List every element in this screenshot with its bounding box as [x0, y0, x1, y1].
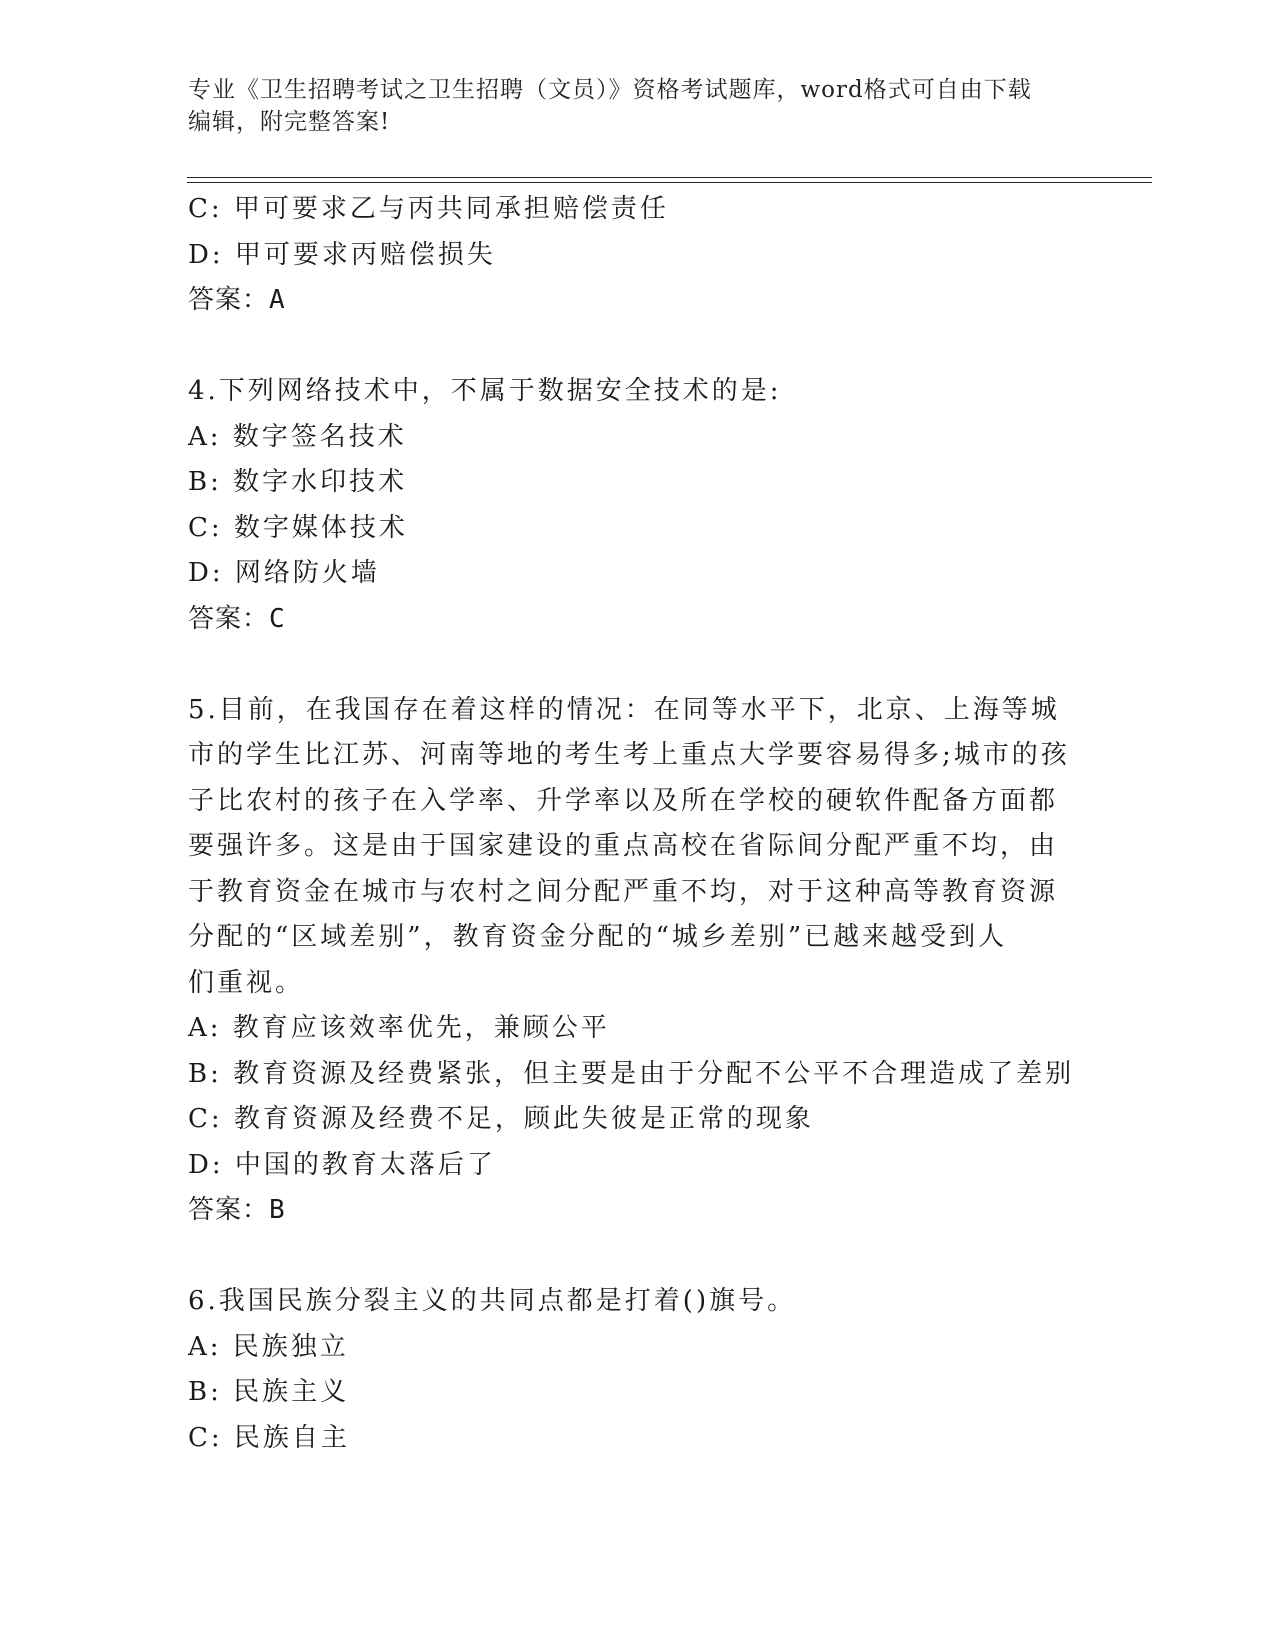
- answer-label: 答案：: [188, 1195, 270, 1225]
- question-4-option-c: C: 数字媒体技术: [188, 512, 408, 543]
- header-title-line-1: 专业《卫生招聘考试之卫生招聘（文员）》资格考试题库，word格式可自由下载: [188, 77, 1032, 103]
- question-5: [188, 688, 1088, 1234]
- answer-value: B: [269, 1195, 286, 1225]
- question-5-text-line-3: 子比农村的孩子在入学率、升学率以及所在学校的硬软件配备方面都: [188, 785, 1059, 816]
- spacer: [188, 642, 1088, 688]
- question-4-option-d: D: 网络防火墙: [188, 558, 380, 588]
- question-3-option-c: C: 甲可要求乙与丙共同承担赔偿责任: [188, 194, 669, 224]
- header-title-line-2: 编辑，附完整答案!: [188, 109, 391, 135]
- answer-label: 答案：: [188, 285, 270, 315]
- answer-value: C: [269, 603, 286, 634]
- spacer: [188, 1234, 1088, 1280]
- question-5-answer: [188, 1188, 1088, 1234]
- question-3-option-d: D: 甲可要求丙赔偿损失: [188, 239, 496, 270]
- question-5-text-line-4: 要强许多。这是由于国家建设的重点高校在省际间分配严重不均，由: [188, 831, 1059, 861]
- question-4: [188, 369, 1088, 642]
- question-3-answer: [188, 278, 1088, 324]
- question-5-text-line-2: 市的学生比江苏、河南等地的考生考上重点大学要容易得多;城市的孩: [188, 740, 1070, 770]
- question-3-tail: [188, 187, 1088, 324]
- question-4-option-b: B: 数字水印技术: [188, 467, 408, 497]
- spacer: [188, 324, 1088, 370]
- question-5-option-c: C: 教育资源及经费不足，顾此失彼是正常的现象: [188, 1104, 814, 1134]
- answer-label: 答案：: [188, 603, 270, 634]
- question-5-text-line-5: 于教育资金在城市与农村之间分配严重不均，对于这种高等教育资源: [188, 876, 1059, 907]
- question-5-option-a: A: 教育应该效率优先，兼顾公平: [188, 1013, 610, 1043]
- question-6: [188, 1279, 1088, 1461]
- question-content: [188, 187, 1088, 1461]
- question-5-text-line-1: 5.目前，在我国存在着这样的情况：在同等水平下，北京、上海等城: [188, 694, 1060, 725]
- question-4-text: 4.下列网络技术中，不属于数据安全技术的是:: [188, 376, 782, 406]
- question-5-text-line-7: 们重视。: [188, 967, 305, 998]
- answer-value: A: [269, 285, 286, 315]
- document-header: [188, 74, 1088, 138]
- question-6-option-b: B: 民族主义: [188, 1377, 350, 1407]
- question-5-option-d: D: 中国的教育太落后了: [188, 1149, 496, 1180]
- header-divider-top: [187, 177, 1152, 178]
- question-5-text-line-6: 分配的“区域差别”，教育资金分配的“城乡差别”已越来越受到人: [188, 922, 1008, 952]
- header-divider-bottom: [187, 182, 1152, 183]
- question-6-text: 6.我国民族分裂主义的共同点都是打着()旗号。: [188, 1286, 797, 1316]
- question-4-option-a: A: 数字签名技术: [188, 421, 407, 452]
- question-6-option-a: A: 民族独立: [188, 1331, 349, 1362]
- question-5-option-b: B: 教育资源及经费紧张，但主要是由于分配不公平不合理造成了差别: [188, 1058, 1075, 1089]
- question-4-answer: [188, 597, 1088, 643]
- question-6-option-c: C: 民族自主: [188, 1422, 350, 1453]
